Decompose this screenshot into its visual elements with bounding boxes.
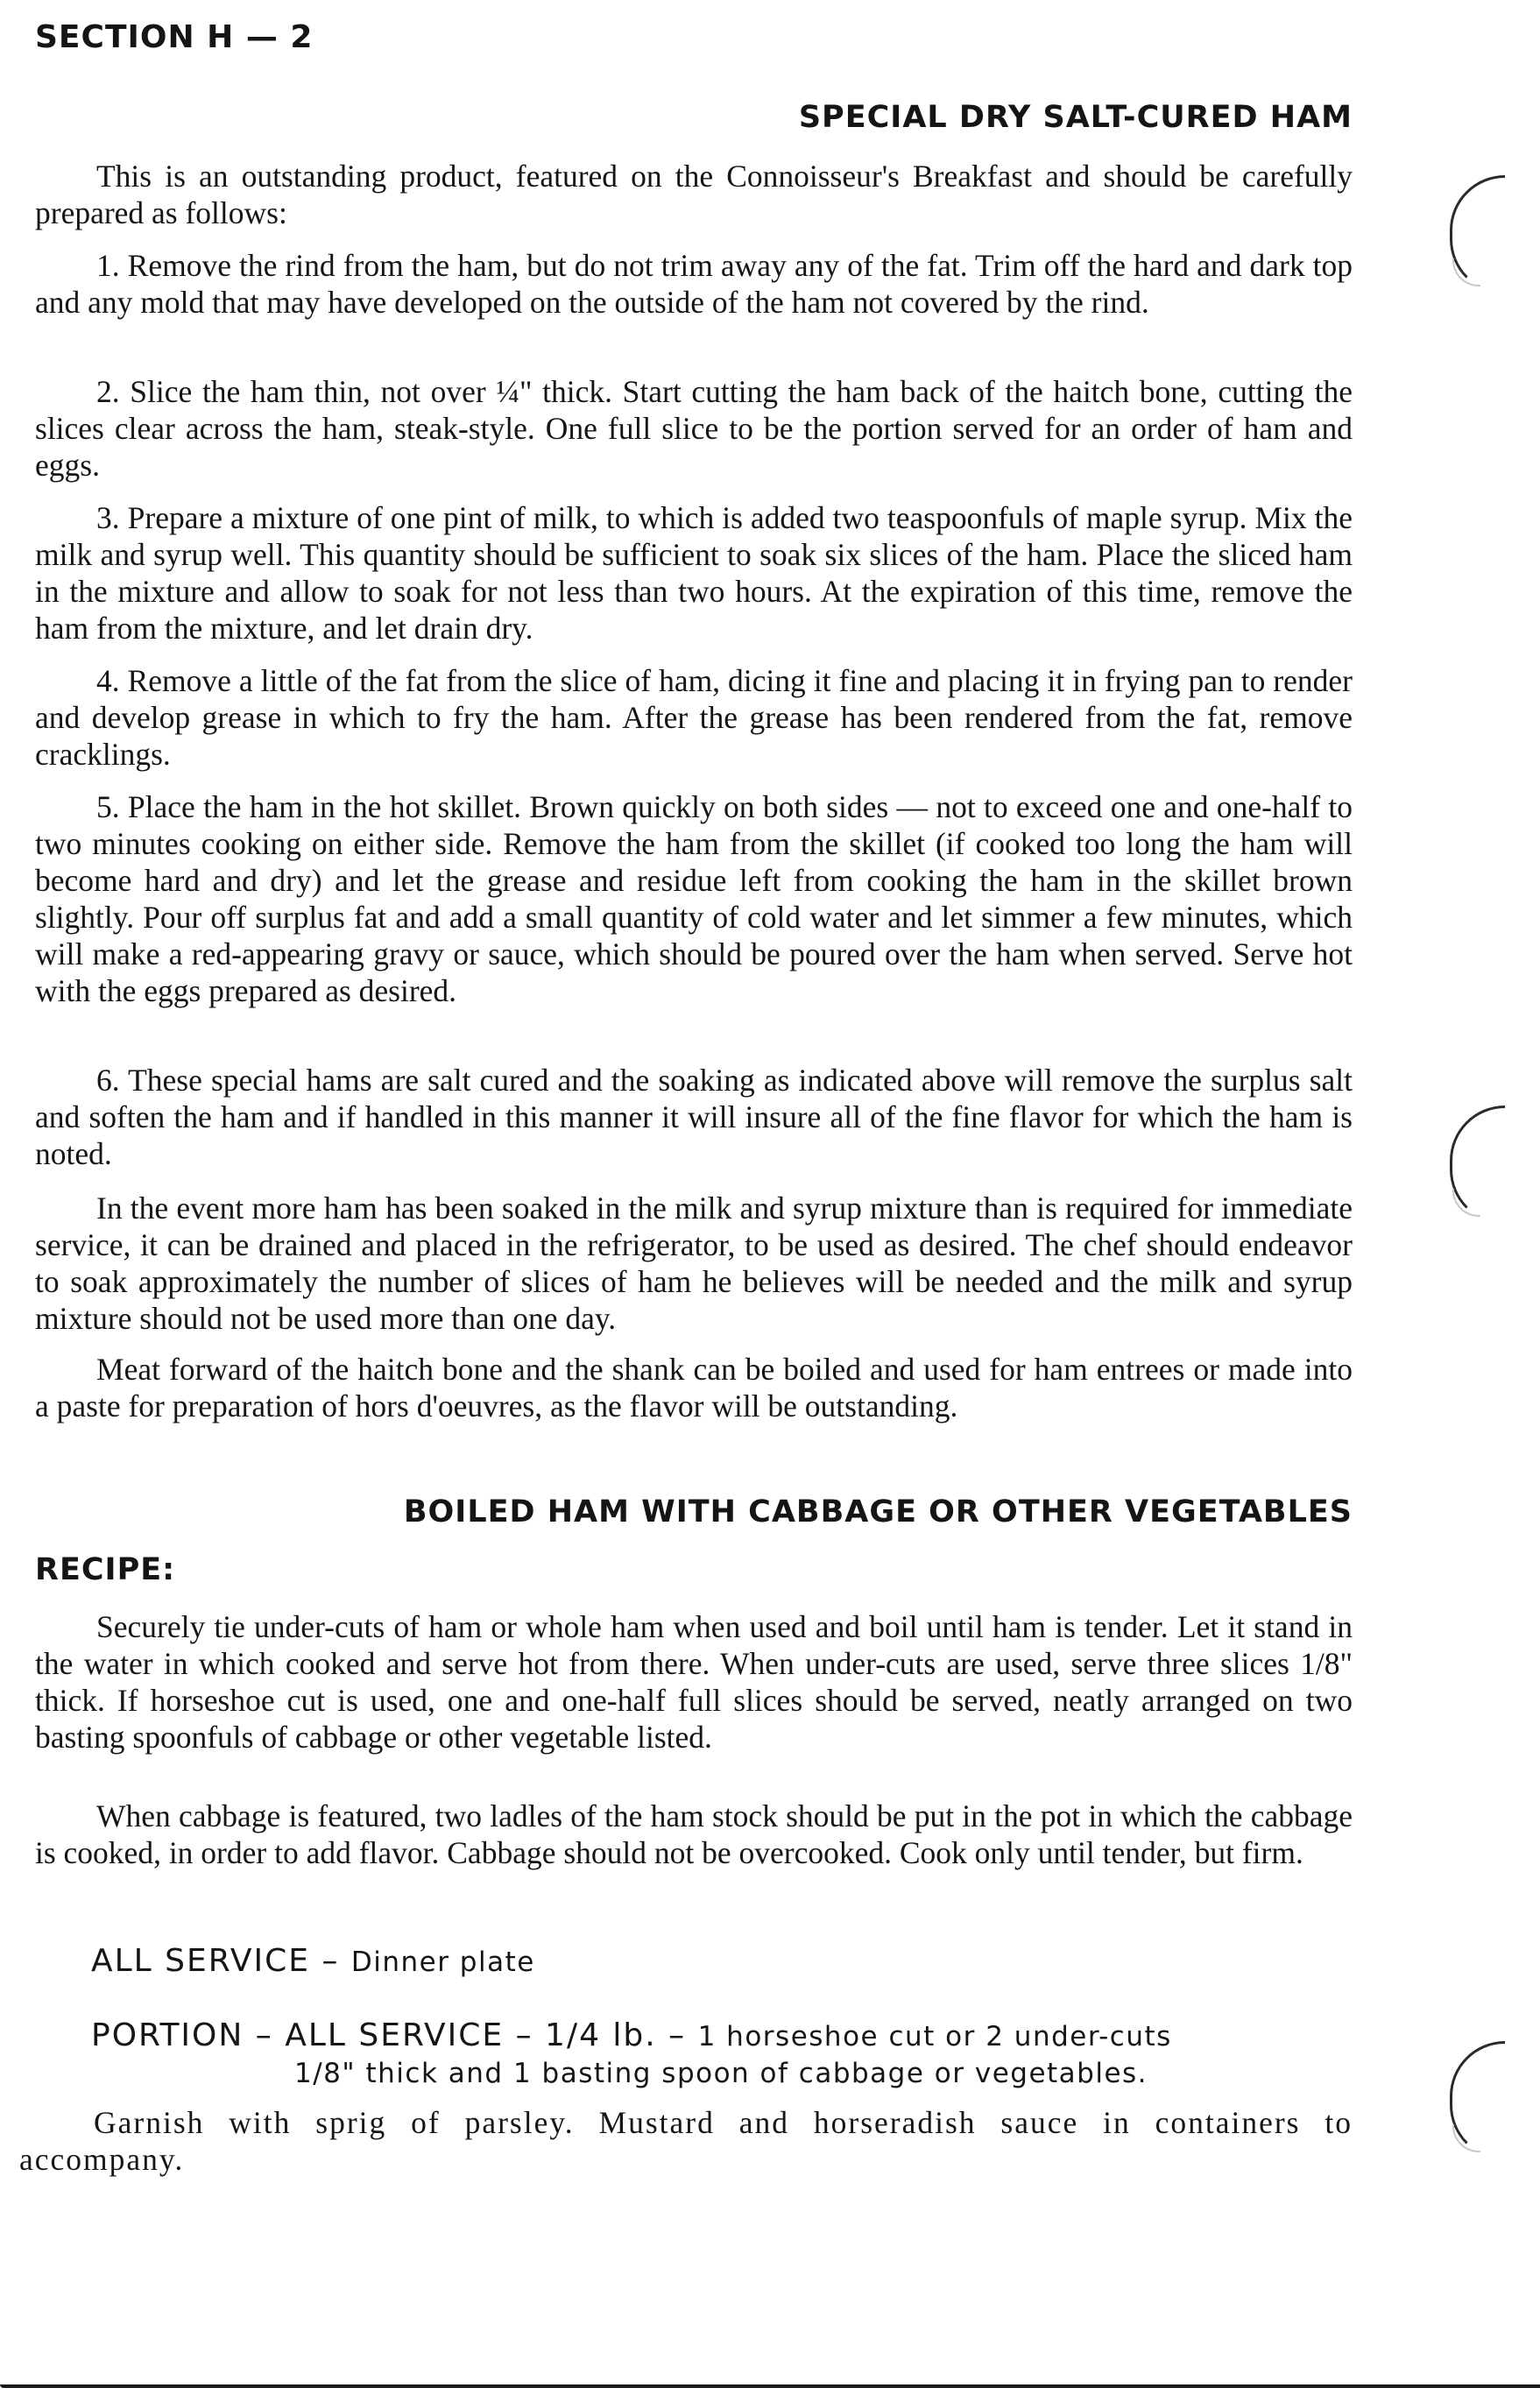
ham-intro [35, 158, 1353, 231]
boiled-paragraph-2 [35, 1798, 1353, 1871]
service-rest: Dinner plate [350, 1946, 535, 1978]
heading-special-dry-salt-cured-ham: SPECIAL DRY SALT-CURED HAM [798, 100, 1353, 135]
ham-step-3 [35, 499, 1353, 646]
note-paragraph: In the event more ham has been soaked in the milk and syrup mixture than is required for immediate service, it can be drained and placed in the refrigerator, to be used as desired. The chef should endeavor to soak approximately the number of slices of ham he believes will be needed and the milk and syrup mixture should not be used more than one day. [35, 1190, 1353, 1336]
recipe-paragraph: When cabbage is featured, two ladles of the ham stock should be put in the pot in which the cabbage is cooked, in order to add flavor. Cabbage should not be overcooked. Cook only until tender, but firm. [35, 1798, 1353, 1870]
step-paragraph: 1. Remove the rind from the ham, but do not trim away any of the fat. Trim off the hard and dark top and any mold that may have developed on the outside of the ham not covered by the rind. [35, 248, 1353, 320]
step-paragraph: 2. Slice the ham thin, not over ¼" thick. Start cutting the ham back of the haitch bone, cutting the slices clear across the ham, steak-style. One full slice to be the portion served for an order of ham and eggs. [35, 374, 1353, 483]
portion-caps: PORTION – ALL SERVICE – 1/4 lb. – [91, 2017, 698, 2053]
ham-step-1 [35, 247, 1353, 321]
step-paragraph: 5. Place the ham in the hot skillet. Brown quickly on both sides — not to exceed one and one-half to two minutes cooking on either side. Remove the ham from the skillet (if cooked too long the ham will become hard and dry) and let the grease and residue left from cooking the ham in the skillet brown slightly. Pour off surplus fat and add a small quantity of cold water and let simmer a few minutes, which will make a red-appearing gravy or sauce, which should be poured over the ham when served. Serve hot with the eggs prepared as desired. [35, 789, 1353, 1008]
step-paragraph: 3. Prepare a mixture of one pint of milk, to which is added two teaspoonfuls of maple syrup. Mix the milk and syrup well. This quantity should be sufficient to soak six slices of the ham. Place the sliced ham in the mixture and allow to soak for not less than two hours. At the expiration of this time, remove the ham from the mixture, and let drain dry. [35, 500, 1353, 646]
portion-line [91, 2017, 1172, 2055]
ham-note-2 [35, 1351, 1353, 1424]
ham-step-4 [35, 662, 1353, 773]
section-label: SECTION H — 2 [35, 19, 314, 55]
step-paragraph: 4. Remove a little of the fat from the slice of ham, dicing it fine and placing it in frying pan to render and develop grease in which to fry the ham. After the grease has been rendered from the fat, remove cracklings. [35, 663, 1353, 772]
intro-paragraph: This is an outstanding product, featured on the Connoisseur's Breakfast and should be carefully prepared as follows: [35, 159, 1353, 230]
note-paragraph: Meat forward of the haitch bone and the shank can be boiled and used for ham entrees or made into a paste for preparation of hors d'oeuvres, as the flavor will be outstanding. [35, 1352, 1353, 1424]
page-bottom-edge [0, 2384, 1540, 2388]
portion-rest: 1 horseshoe cut or 2 under-cuts [697, 2021, 1172, 2052]
binder-hole-top [1450, 175, 1505, 294]
all-service-line [91, 1943, 535, 1981]
recipe-label: RECIPE: [35, 1552, 176, 1587]
recipe-paragraph: Securely tie under-cuts of ham or whole ham when used and boil until ham is tender. Let it stand in the water in which cooked and serve hot from there. When under-cuts are used, serve three slices 1/8" thick. If horseshoe cut is used, one and one-half full slices should be served, neatly arranged on two basting spoonfuls of cabbage or other vegetable listed. [35, 1609, 1353, 1755]
service-caps: ALL SERVICE – [91, 1943, 351, 1979]
garnish-paragraph: Garnish with sprig of parsley. Mustard and horseradish sauce in containers to accompany. [19, 2105, 1353, 2177]
binder-hole-bottom [1450, 2041, 1505, 2160]
ham-step-2 [35, 373, 1353, 484]
boiled-paragraph-1 [35, 1608, 1353, 1756]
ham-note-1 [35, 1190, 1353, 1337]
step-paragraph: 6. These special hams are salt cured and the soaking as indicated above will remove the surplus salt and soften the ham and if handled in this manner it will insure all of the fine flavor for which the ham is noted. [35, 1063, 1353, 1171]
portion-line-2 [294, 2054, 1148, 2092]
ham-step-5 [35, 788, 1353, 1009]
ham-step-6 [35, 1062, 1353, 1172]
binder-hole-middle [1450, 1106, 1505, 1225]
portion-detail: 1/8" thick and 1 basting spoon of cabbage or vegetables. [294, 2058, 1148, 2089]
heading-boiled-ham: BOILED HAM WITH CABBAGE OR OTHER VEGETABLES [403, 1494, 1353, 1530]
